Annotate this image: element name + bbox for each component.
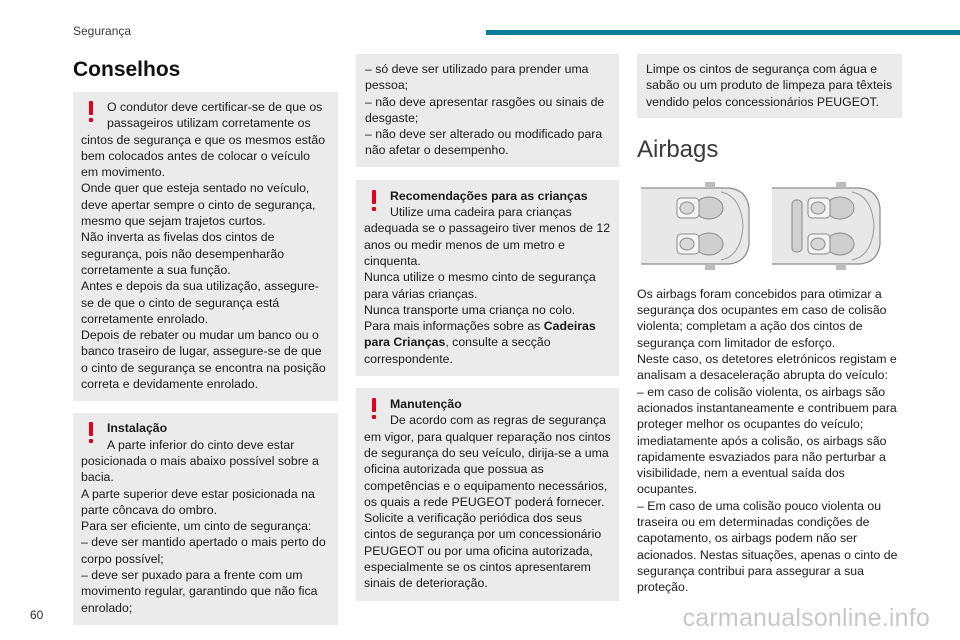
airbags-paragraph: Neste caso, os detetores eletrónicos registam e analisam a desaceleração abrupta do veículo: (637, 352, 897, 383)
maintenance-line: Solicite a verificação periódica dos seus cintos de segurança por um concessionário PEUGEOT ou por uma oficina autorizada, especialmente se os cintos apresentarem sinais de deterioração. (364, 511, 602, 591)
installation-title: Instalação (107, 421, 168, 436)
warning-icon (81, 101, 103, 131)
airbags-body (637, 286, 902, 596)
car-airbag-illustration-left (637, 178, 753, 274)
installation-line: A parte inferior do cinto deve estar posicionada o mais abaixo possível sobre a bacia. (81, 437, 319, 485)
condition-line: – só deve ser utilizado para prender uma pessoa; (365, 62, 589, 93)
reference-prefix: Para mais informações sobre as (364, 319, 544, 334)
section-title-conselhos: Conselhos (73, 58, 181, 81)
page-number: 60 (30, 608, 44, 622)
children-title: Recomendações para as crianças (390, 188, 588, 203)
airbags-paragraph: – Em caso de uma colisão pouco violenta ou traseira ou em determinadas condições de capotamento, os airbags podem não ser acionados. Nestas situações, apenas o cinto de segurança contribui para assegurar a sua proteção. (637, 498, 898, 595)
installation-line: A parte superior deve estar posicionada na parte côncava do ombro. (81, 486, 315, 517)
children-line: Nunca transporte uma criança no colo. (364, 302, 576, 317)
airbags-paragraph: – em caso de colisão violenta, os airbags são acionados instantaneamente e contribuem para proteger melhor os ocupantes do veículo; imediatamente após a colisão, os airbags são rapidamente esvaziados para não perturbar a visibilidade, nem a eventual saída dos ocupantes. (637, 384, 897, 497)
airbags-paragraph: Os airbags foram concebidos para otimizar a segurança dos ocupantes em caso de colisão violenta; completam a ação dos cintos de segurança com limitador de esforço. (637, 286, 887, 350)
column-1 (73, 54, 338, 637)
car-airbag-illustration-right (768, 178, 884, 274)
installation-line: Para ser eficiente, um cinto de segurança: (81, 519, 312, 534)
reference-link: Cadeiras para Crianças (364, 319, 596, 350)
installation-box (73, 413, 338, 625)
advice-line: Onde quer que esteja sentado no veículo, deve apertar sempre o cinto de segurança, mesmo que sejam trajetos curtos. (81, 181, 316, 229)
header-accent-bar (486, 30, 960, 35)
airbag-illustrations (637, 178, 902, 274)
maintenance-title: Manutenção (390, 397, 462, 412)
advice-line: O condutor deve certificar-se de que os passageiros utilizam corretamente os cintos de segurança e que os mesmos estão bem colocados antes de colocar o veículo em movimento. (81, 100, 326, 180)
warning-icon (364, 398, 386, 428)
children-line: Nunca utilize o mesmo cinto de segurança para várias crianças. (364, 270, 596, 301)
advice-box (73, 92, 338, 401)
children-box (356, 180, 619, 376)
section-title-airbags: Airbags (637, 135, 719, 163)
cleaning-box (637, 54, 902, 118)
header-section-title: Segurança (73, 24, 132, 38)
condition-line: – não deve ser alterado ou modificado para não afetar o desempenho. (365, 127, 603, 158)
belt-conditions-box (356, 54, 619, 167)
maintenance-line: De acordo com as regras de segurança em vigor, para qualquer reparação nos cintos de segurança do seu veículo, dirija-se a uma oficina autorizada que possua as competências e o equipamento necessários, os quais a rede PEUGEOT poderá fornecer. (364, 413, 611, 509)
advice-line: Não inverta as fivelas dos cintos de segurança, pois não desempenharão corretamente a sua função. (81, 230, 285, 277)
children-reference (364, 318, 611, 367)
advice-line: Antes e depois da sua utilização, assegure-se de que o cinto de segurança está corretamente enrolado. (81, 279, 319, 326)
installation-line: – deve ser mantido apertado o mais perto do corpo possível; (81, 535, 326, 566)
warning-icon (81, 422, 103, 452)
reference-suffix: , consulte a secção correspondente. (364, 335, 551, 366)
column-2 (356, 54, 619, 613)
children-line: Utilize uma cadeira para crianças adequada se o passageiro tiver menos de 12 anos ou medir menos de um metro e cinquenta. (364, 205, 611, 268)
watermark: carmanualsonline.info (682, 604, 930, 632)
installation-line: – deve ser puxado para a frente com um movimento regular, garantindo que não fica enrolado; (81, 568, 318, 615)
advice-line: Depois de rebater ou mudar um banco ou o banco traseiro de lugar, assegure-se de que o cinto de segurança se encontra na posição correta e devidamente enrolado. (81, 328, 326, 392)
warning-icon (364, 190, 386, 220)
condition-line: – não deve apresentar rasgões ou sinais de desgaste; (365, 94, 605, 125)
column-3 (637, 54, 902, 596)
cleaning-text: Limpe os cintos de segurança com água e sabão ou um produto de limpeza para têxteis vendido pelos concessionários PEUGEOT. (646, 62, 893, 109)
maintenance-box (356, 388, 619, 601)
